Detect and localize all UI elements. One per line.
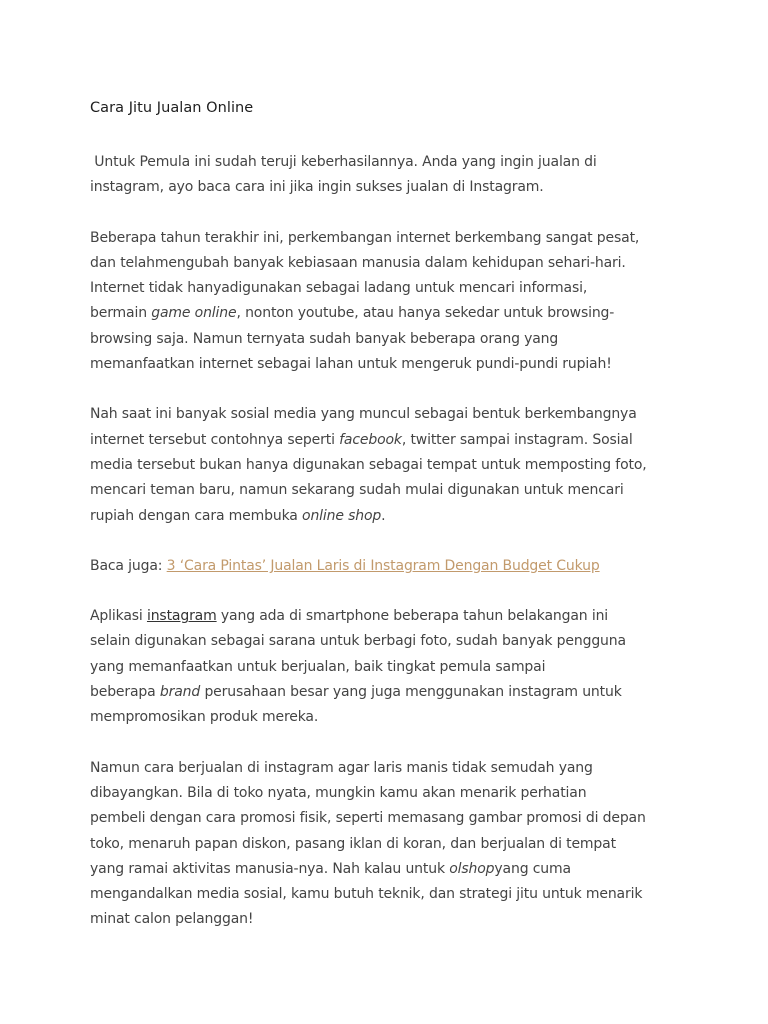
text-line: dan telahmengubah banyak kebiasaan manusia dalam kehidupan sehari-hari. — [90, 254, 626, 271]
text-line: Namun cara berjualan di instagram agar laris manis tidak semudah yang — [90, 759, 593, 776]
instagram-link[interactable]: instagram — [146, 608, 217, 625]
text-segment: , nonton youtube, atau hanya sekedar untuk browsing- — [236, 305, 615, 322]
text-line: Internet tidak hanyadigunakan sebagai ladang untuk mencari informasi, — [90, 280, 588, 297]
text-line: mencari teman baru, namun sekarang sudah mulai digunakan untuk mencari — [90, 482, 624, 499]
text-line — [90, 680, 690, 705]
italic-term: online shop — [302, 507, 382, 524]
italic-term: olshop — [449, 860, 495, 877]
text-line — [90, 301, 690, 326]
italic-term: game online — [151, 305, 237, 322]
text-segment: yang cuma — [494, 860, 571, 877]
text-line: Untuk Pemula ini sudah teruji keberhasilannya. Anda yang ingin jualan di — [90, 154, 597, 170]
text-line: toko, menaruh papan diskon, pasang iklan di koran, dan berjualan di tempat — [90, 835, 616, 852]
italic-term: brand — [159, 684, 201, 701]
read-also-label: Baca juga: — [90, 557, 167, 574]
text-line: mempromosikan produk mereka. — [90, 709, 319, 726]
text-line: media tersebut bukan hanya digunakan sebagai tempat untuk memposting foto, — [90, 456, 647, 473]
text-line: pembeli dengan cara promosi fisik, seperti memasang gambar promosi di depan — [90, 810, 646, 827]
text-line — [90, 604, 690, 629]
text-line: mengandalkan media sosial, kamu butuh teknik, dan strategi jitu untuk menarik — [90, 886, 643, 903]
text-segment: rupiah dengan cara membuka — [90, 507, 303, 524]
text-line: yang memanfaatkan untuk berjualan, baik tingkat pemula sampai — [90, 658, 546, 675]
intro-paragraph — [90, 150, 690, 201]
text-segment: perusahaan besar yang juga menggunakan instagram untuk — [200, 684, 622, 701]
text-line: instagram, ayo baca cara ini jika ingin sukses jualan di Instagram. — [90, 179, 544, 196]
paragraph-2 — [90, 402, 690, 528]
text-segment: yang ramai aktivitas manusia-nya. Nah kalau untuk — [90, 860, 450, 877]
text-line — [90, 554, 690, 579]
document-page — [90, 96, 690, 958]
document-title: Cara Jitu Jualan Online — [90, 100, 254, 116]
text-segment: internet tersebut contohnya seperti — [90, 431, 340, 448]
text-line — [90, 504, 690, 529]
text-segment: , twitter sampai instagram. Sosial — [401, 431, 633, 448]
paragraph-1 — [90, 226, 690, 378]
text-segment: . — [381, 507, 386, 524]
text-segment: yang ada di smartphone beberapa tahun belakangan ini — [216, 608, 609, 625]
text-line: browsing saja. Namun ternyata sudah banyak beberapa orang yang — [90, 330, 559, 347]
italic-term: facebook — [339, 431, 402, 448]
text-line: selain digunakan sebagai sarana untuk berbagi foto, sudah banyak pengguna — [90, 633, 626, 650]
text-line: memanfaatkan internet sebagai lahan untuk mengeruk pundi-pundi rupiah! — [90, 356, 612, 373]
paragraph-3 — [90, 604, 690, 730]
text-line — [90, 857, 690, 882]
text-segment: beberapa — [90, 684, 160, 701]
text-segment: bermain — [90, 305, 152, 322]
paragraph-4 — [90, 756, 690, 933]
text-line: Beberapa tahun terakhir ini, perkembangan internet berkembang sangat pesat, — [90, 229, 640, 246]
text-segment: Aplikasi — [90, 608, 147, 625]
text-line: minat calon pelanggan! — [90, 911, 254, 928]
text-line — [90, 428, 690, 453]
read-also-link[interactable]: 3 ‘Cara Pintas’ Jualan Laris di Instagram Dengan Budget Cukup — [166, 557, 600, 574]
text-line: dibayangkan. Bila di toko nyata, mungkin kamu akan menarik perhatian — [90, 784, 587, 801]
text-line: Nah saat ini banyak sosial media yang muncul sebagai bentuk berkembangnya — [90, 406, 637, 423]
read-also-paragraph — [90, 554, 690, 579]
